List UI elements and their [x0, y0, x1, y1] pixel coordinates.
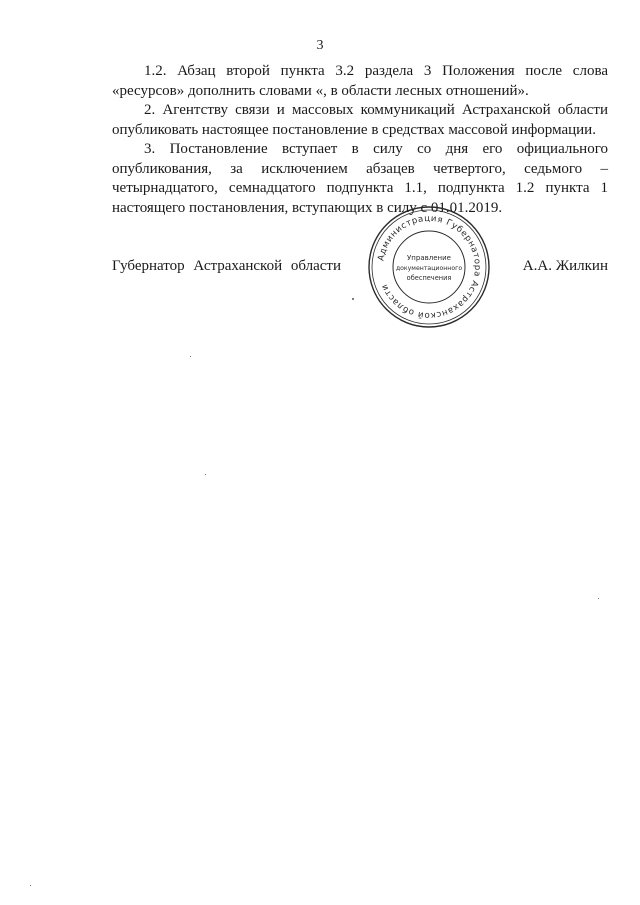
- paragraph-2: 2. Агентству связи и массовых коммуникаций Астраханской области опубликовать настоящее постановление в средствах массовой информации.: [112, 102, 608, 138]
- signatory-title: Губернатор Астраханской области: [112, 258, 342, 274]
- scan-speck: [30, 885, 31, 886]
- paragraph-3: 3. Постановление вступает в силу со дня его официального опубликования, за исключением абзацев четвертого, седьмого – четырнадцатого, семнадцатого подпункта 1.1, подпункта 1.2 пункта 1 настоящего постановления, вступающих в силу с 01.01.2019.: [112, 141, 608, 216]
- seal-graphic: [364, 202, 494, 332]
- scan-speck: [190, 356, 191, 357]
- seal-center-line-1: Управление: [407, 254, 451, 262]
- scan-speck: [352, 298, 354, 300]
- paragraph-1-2: 1.2. Абзац второй пункта 3.2 раздела 3 Положения после слова «ресурсов» дополнить словами «, в области лесных отношений».: [112, 63, 608, 99]
- document-body: [112, 62, 608, 218]
- page-number: 3: [316, 38, 324, 53]
- official-seal-stamp: [364, 202, 494, 332]
- seal-center-line-3: обеспечения: [406, 274, 452, 282]
- scan-speck: [205, 474, 206, 475]
- seal-center-line-2: документационного: [395, 265, 463, 272]
- signatory-name: А.А. Жилкин: [522, 258, 608, 274]
- scan-speck: [598, 598, 599, 599]
- seal-ring-text: Администрация Губернатора Астраханской области: [376, 213, 483, 321]
